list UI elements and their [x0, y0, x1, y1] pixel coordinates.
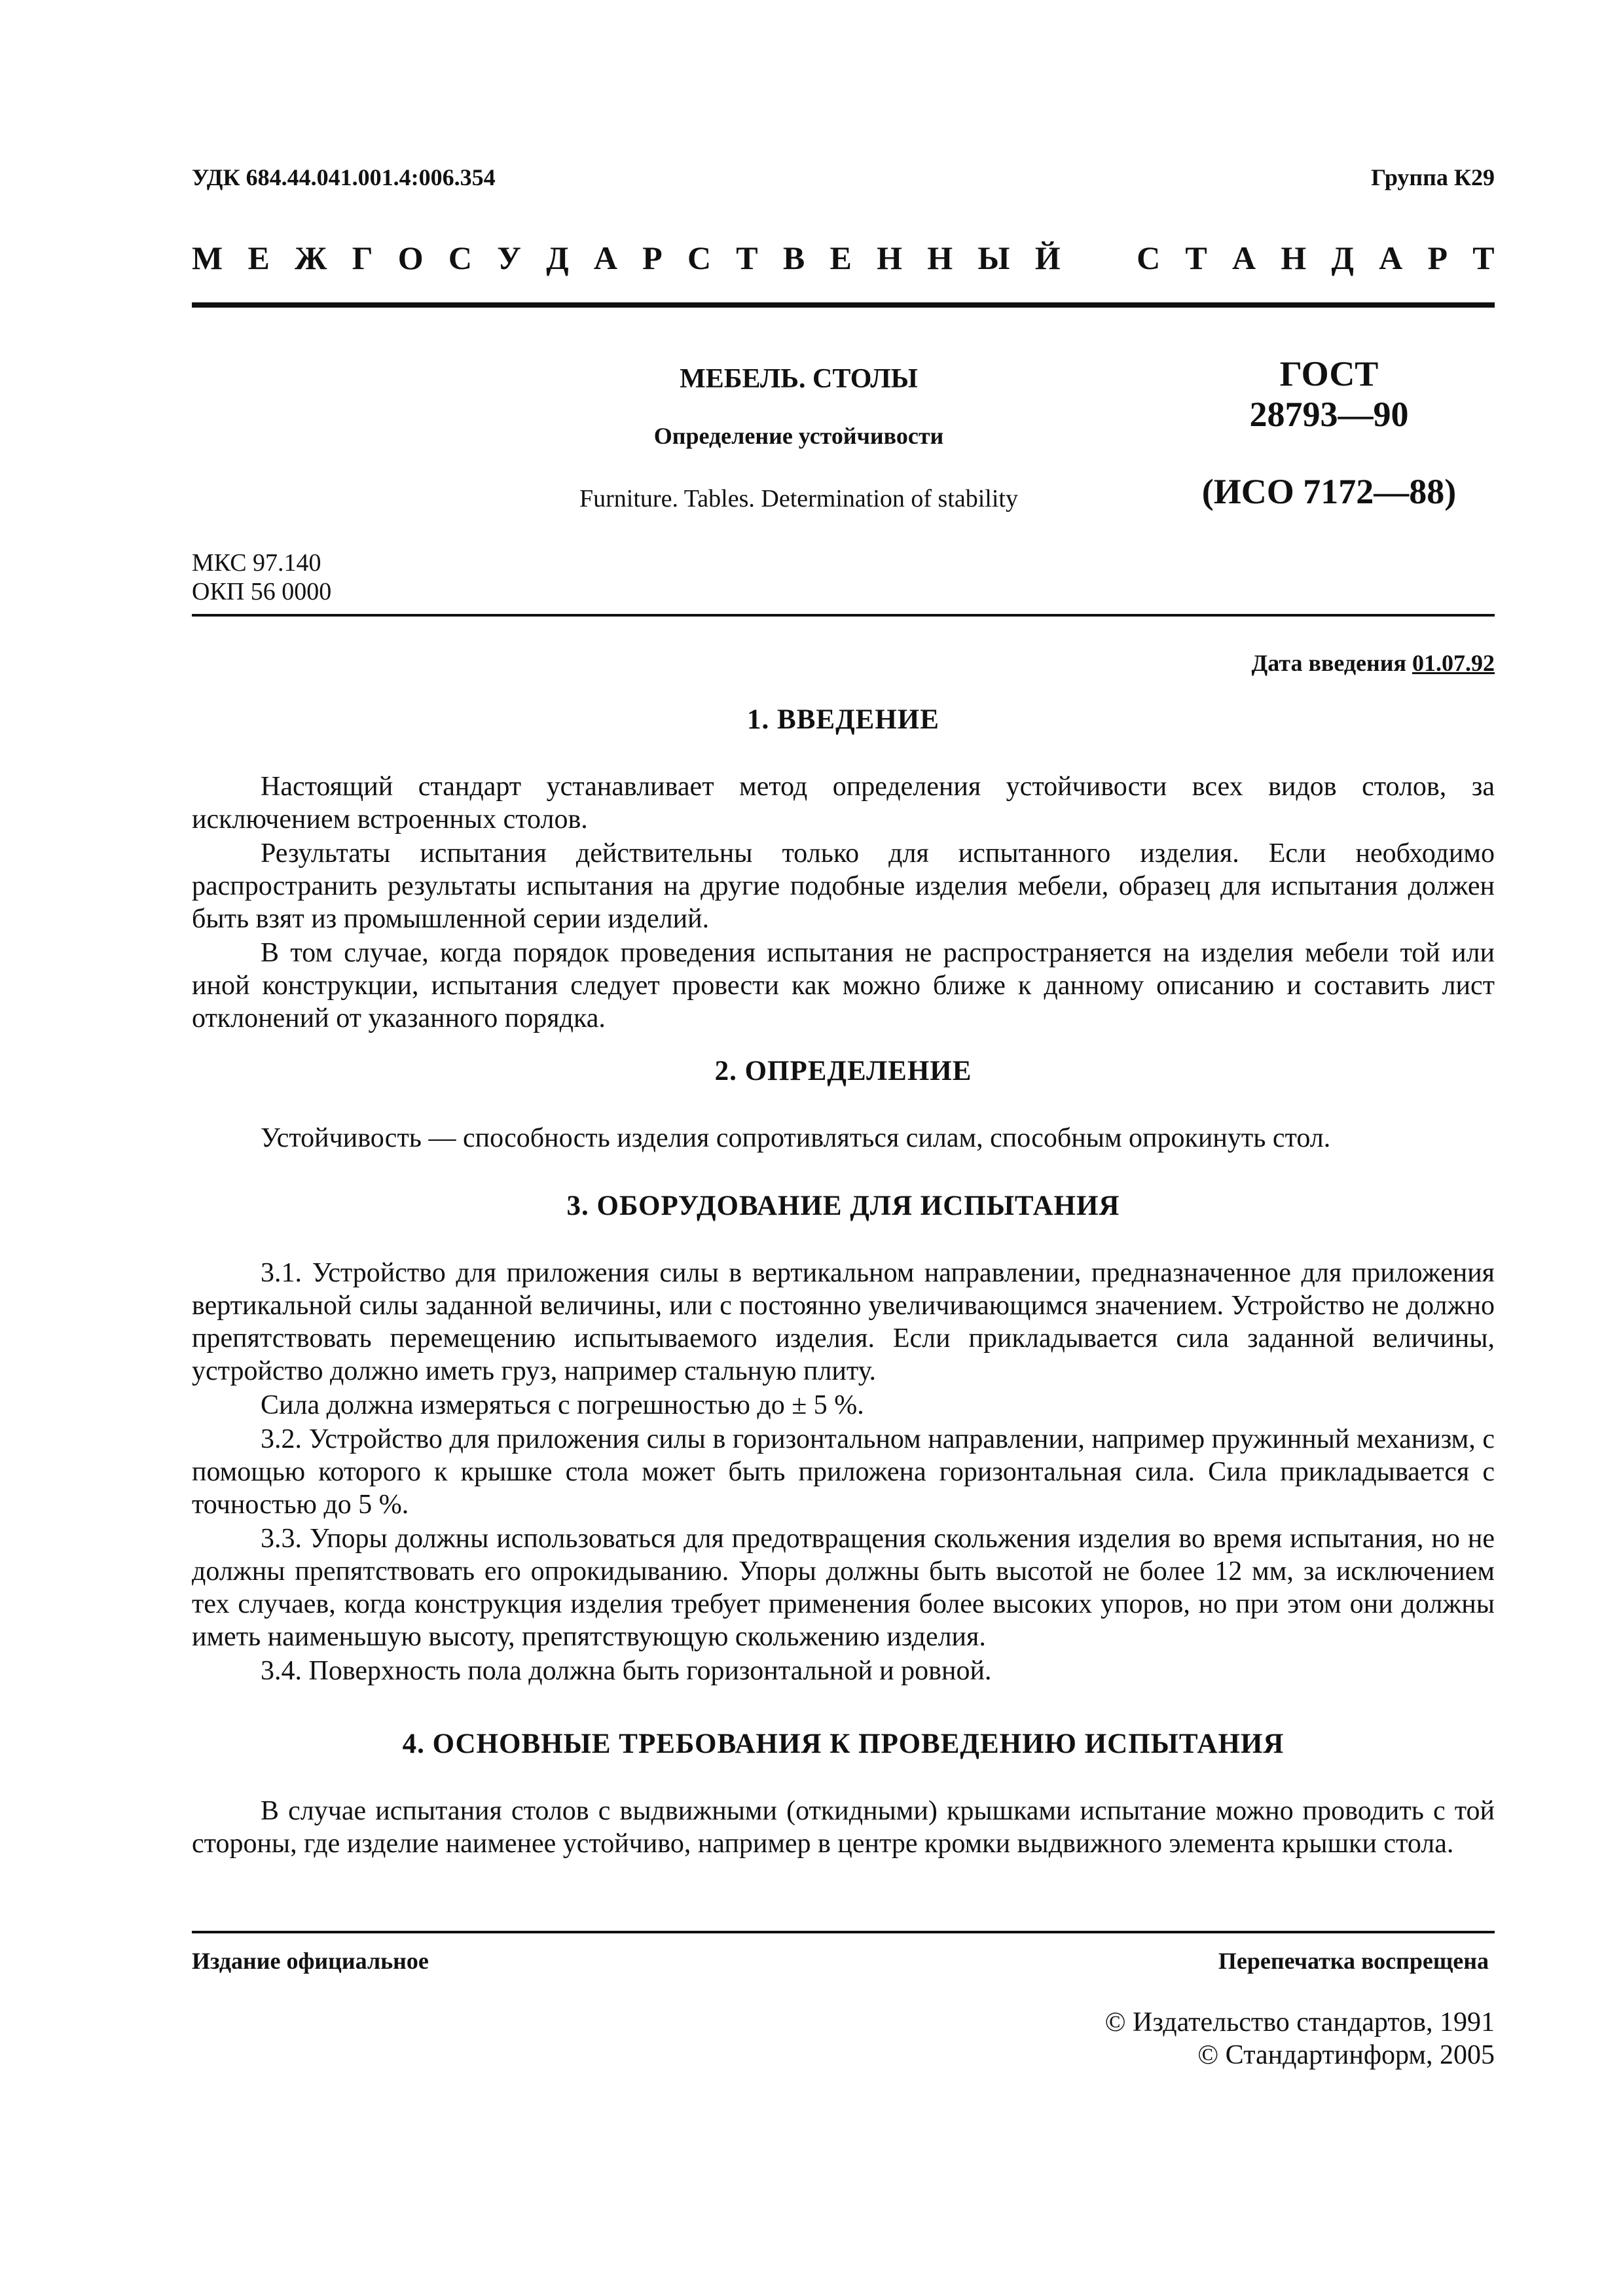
section-heading: 1. ВВЕДЕНИЕ	[747, 704, 939, 735]
standard-type-letter: А	[1379, 240, 1403, 276]
paragraph: Результаты испытания действительны только для испытанного изделия. Если необходимо распространить результаты испытания на другие подобные изделия мебели, образец для испытания должен быть взят из промышленной серии изделий.	[192, 838, 1495, 934]
section-4	[192, 1728, 1495, 1860]
standard-type-letter: Н	[927, 240, 953, 276]
section-1	[192, 704, 1495, 1035]
document-subtitle: Определение устойчивости	[653, 423, 944, 449]
section-heading: 2. ОПРЕДЕЛЕНИЕ	[714, 1056, 972, 1086]
section-2	[192, 1055, 1495, 1155]
copyright-1: © Издательство стандартов, 1991	[1104, 2007, 1495, 2037]
reprint-prohibited: Перепечатка воспрещена	[1218, 1948, 1489, 1974]
standard-type-heading	[192, 239, 1495, 277]
section-heading: 3. ОБОРУДОВАНИЕ ДЛЯ ИСПЫТАНИЯ	[566, 1191, 1120, 1221]
paragraph: Сила должна измеряться с погрешностью до ± 5 %.	[261, 1390, 864, 1420]
standard-type-letter: А	[1232, 240, 1256, 276]
iso-number: (ИСО 7172—88)	[1201, 472, 1457, 511]
section-3	[192, 1190, 1495, 1687]
header-rule	[192, 302, 1495, 308]
standard-type-letter: Й	[1034, 240, 1061, 276]
mks-code: МКС 97.140	[192, 549, 321, 577]
standard-type-letter: Т	[1472, 240, 1495, 276]
standard-type-letter: Н	[877, 240, 902, 276]
standard-type-letter: Д	[546, 240, 569, 276]
standard-type-letter: Н	[1281, 240, 1307, 276]
standard-type-letter: У	[497, 240, 521, 276]
introduction-date-value: 01.07.92	[1412, 650, 1495, 676]
paragraph: 3.4. Поверхность пола должна быть горизонтальной и ровной.	[261, 1656, 992, 1686]
standard-type-letter: С	[448, 240, 473, 276]
standard-type-letter: Д	[1331, 240, 1354, 276]
paragraph: 3.1. Устройство для приложения силы в вертикальном направлении, предназначенное для приложения вертикальной силы заданной величины, или с постоянно увеличивающимся значением. Устройство не должно препятствовать перемещению испытываемого изделия. Если прикладывается сила заданной величины, устройство должно иметь груз, например стальную плиту.	[192, 1258, 1495, 1386]
copyright-2: © Стандартинформ, 2005	[1197, 2040, 1495, 2070]
official-edition: Издание официальное	[192, 1948, 429, 1974]
standard-type-letter: Е	[247, 240, 270, 276]
codes-rule	[192, 614, 1495, 617]
introduction-date	[1252, 649, 1495, 677]
group-code: Группа К29	[1371, 164, 1495, 190]
standard-type-letter: С	[1137, 240, 1161, 276]
gost-label: ГОСТ	[1279, 354, 1379, 393]
standard-type-letter: М	[192, 240, 223, 276]
standard-type-letter	[1085, 239, 1112, 277]
section-heading: 4. ОСНОВНЫЕ ТРЕБОВАНИЯ К ПРОВЕДЕНИЮ ИСПЫТАНИЯ	[402, 1729, 1285, 1759]
paragraph: В том случае, когда порядок проведения испытания не распространяется на изделия мебели той или иной конструкции, испытания следует провести как можно ближе к данному описанию и составить лист отклонений от указанного порядка.	[192, 938, 1495, 1033]
standard-type-letter: Т	[1185, 240, 1207, 276]
standard-type-letter: О	[397, 240, 424, 276]
standard-type-letter: Р	[1427, 240, 1448, 276]
standard-type-letter: Ж	[295, 240, 327, 276]
footer-rule	[192, 1931, 1495, 1933]
paragraph: В случае испытания столов с выдвижными (откидными) крышками испытание можно проводить с той стороны, где изделие наименее устойчиво, например в центре кромки выдвижного элемента крышки стола.	[192, 1796, 1495, 1859]
standard-type-letter: Т	[736, 240, 758, 276]
standard-type-letter: А	[593, 240, 617, 276]
paragraph: Устойчивость — способность изделия сопротивляться силам, способным опрокинуть стол.	[261, 1123, 1331, 1153]
standard-type-letter: Ы	[977, 240, 1010, 276]
standard-type-letter: Р	[642, 240, 663, 276]
document-title-english: Furniture. Tables. Determination of stability	[579, 485, 1018, 512]
introduction-date-label: Дата введения	[1251, 650, 1406, 676]
gost-number: 28793—90	[1249, 395, 1409, 434]
paragraph: Настоящий стандарт устанавливает метод определения устойчивости всех видов столов, за исключением встроенных столов.	[192, 772, 1495, 834]
paragraph: 3.2. Устройство для приложения силы в горизонтальном направлении, например пружинный механизм, с помощью которого к крышке стола может быть приложена горизонтальная сила. Сила прикладывается с точностью до 5 %.	[192, 1424, 1495, 1520]
standard-type-letter: Е	[830, 240, 852, 276]
udk-code: УДК 684.44.041.001.4:006.354	[192, 164, 496, 190]
okp-code: ОКП 56 0000	[192, 578, 332, 605]
document-title: МЕБЕЛЬ. СТОЛЫ	[680, 364, 918, 394]
standard-type-letter: В	[782, 240, 805, 276]
standard-type-letter: С	[687, 240, 712, 276]
paragraph: 3.3. Упоры должны использоваться для предотвращения скольжения изделия во время испытания, но не должны препятствовать его опрокидыванию. Упоры должны быть высотой не более 12 мм, за исключением тех случаев, когда конструкция изделия требует применения более высоких упоров, но при этом они должны иметь наименьшую высоту, препятствующую скольжению изделия.	[192, 1524, 1495, 1652]
standard-type-letter: Г	[352, 240, 373, 276]
